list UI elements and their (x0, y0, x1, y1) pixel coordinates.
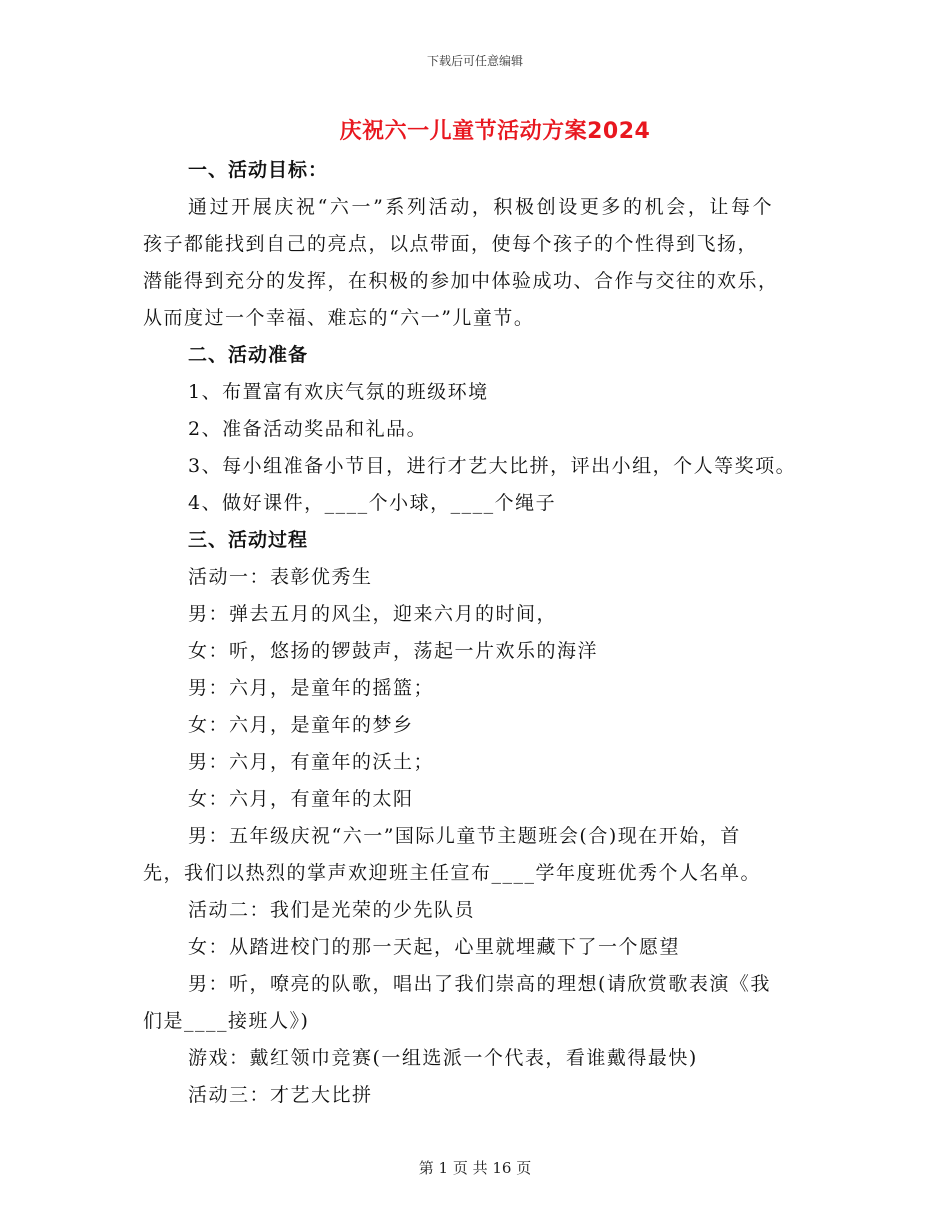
dialogue-line: 女：六月，是童年的梦乡 (188, 714, 414, 736)
section-heading-process: 三、活动过程 (188, 529, 309, 551)
dialogue-line: 男：五年级庆祝“六一”国际儿童节主题班会(合)现在开始，首 (188, 825, 741, 847)
header-note: 下载后可任意编辑 (426, 54, 523, 68)
game-line: 游戏：戴红领巾竞赛(一组选派一个代表，看谁戴得最快) (188, 1047, 698, 1069)
dialogue-line: 女：听，悠扬的锣鼓声，荡起一片欢乐的海洋 (188, 640, 599, 662)
activity-heading: 活动二：我们是光荣的少先队员 (188, 899, 476, 921)
paragraph-line: 孩子都能找到自己的亮点，以点带面，使每个孩子的个性得到飞扬， (143, 233, 759, 255)
list-item: 1、布置富有欢庆气氛的班级环境 (188, 381, 489, 403)
dialogue-line: 们是____接班人》) (143, 1010, 310, 1032)
activity-heading: 活动三：才艺大比拼 (188, 1084, 373, 1106)
dialogue-line: 先，我们以热烈的掌声欢迎班主任宣布____学年度班优秀个人名单。 (143, 862, 762, 884)
list-item: 3、每小组准备小节目，进行才艺大比拼，评出小组，个人等奖项。 (188, 455, 797, 477)
page-number: 第 1 页 共 16 页 (418, 1159, 532, 1177)
dialogue-line: 男：六月，是童年的摇篮； (188, 677, 435, 699)
paragraph-line: 通过开展庆祝“六一”系列活动，积极创设更多的机会，让每个 (188, 196, 775, 218)
paragraph-line: 潜能得到充分的发挥，在积极的参加中体验成功、合作与交往的欢乐， (143, 270, 779, 292)
dialogue-line: 女：从踏进校门的那一天起，心里就埋藏下了一个愿望 (188, 936, 681, 958)
document-body (143, 152, 823, 1114)
section-heading-goals: 一、活动目标： (188, 159, 329, 181)
dialogue-line: 男：六月，有童年的沃土； (188, 751, 435, 773)
dialogue-line: 女：六月，有童年的太阳 (188, 788, 414, 810)
document-title: 庆祝六一儿童节活动方案2024 (339, 119, 651, 144)
section-heading-preparation: 二、活动准备 (188, 344, 309, 366)
dialogue-line: 男：弹去五月的风尘，迎来六月的时间， (188, 603, 558, 625)
list-item: 2、准备活动奖品和礼品。 (188, 418, 428, 440)
list-item: 4、做好课件，____个小球，____个绳子 (188, 492, 557, 514)
dialogue-line: 男：听，嘹亮的队歌，唱出了我们崇高的理想(请欣赏歌表演《我 (188, 973, 771, 995)
paragraph-line: 从而度过一个幸福、难忘的“六一”儿童节。 (143, 307, 535, 329)
activity-heading: 活动一：表彰优秀生 (188, 566, 373, 588)
